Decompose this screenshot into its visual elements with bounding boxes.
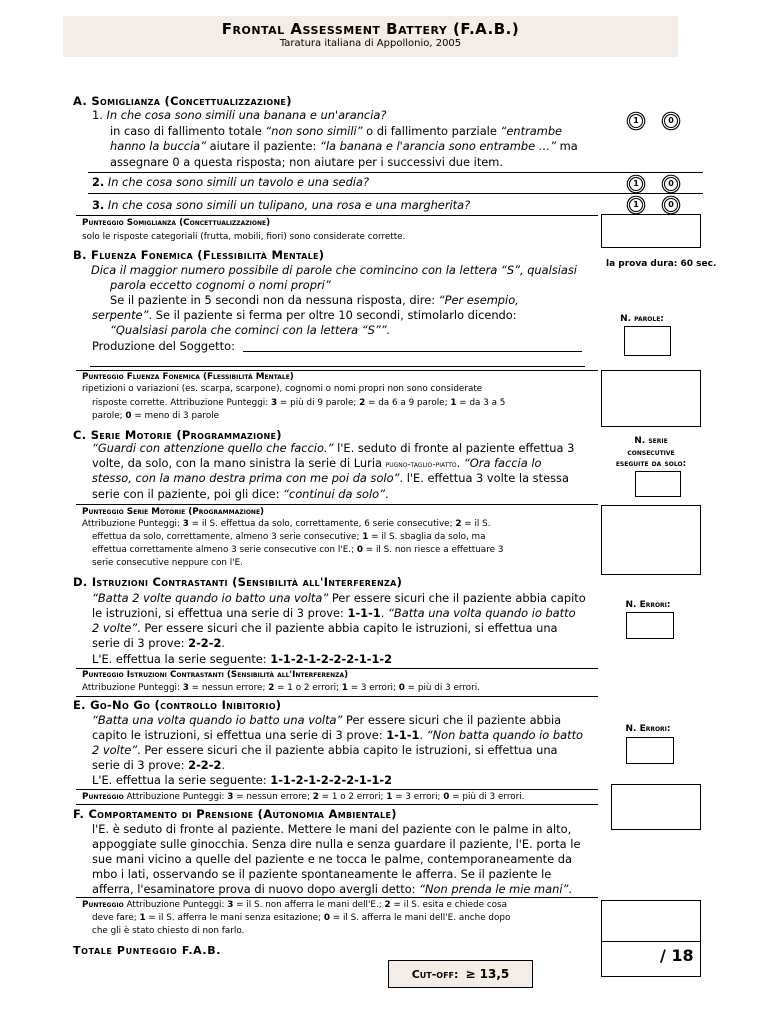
- c-score-l4: serie consecutive neppure con l'E.: [92, 558, 243, 568]
- section-b-heading: B. Fluenza Fonemica (Flessibilità Mentale): [73, 248, 325, 262]
- f-line3: sue mani vicino a quelle del paziente e ne tocca le palme, contemporaneamente da: [92, 852, 572, 866]
- c-score-num: 0: [356, 545, 363, 555]
- score-circle-0-icon[interactable]: 0: [664, 177, 678, 191]
- b-production-label: Produzione del Soggetto:: [92, 339, 235, 353]
- c-score-title: Punteggio Serie Motorie (Programmazione): [82, 507, 265, 517]
- c-series-box[interactable]: [635, 471, 681, 497]
- c-score-l3: [92, 545, 503, 557]
- b-score-title: Punteggio Fluenza Fonemica (Flessibilità Mentale): [82, 372, 294, 382]
- f-score-text: = il S. non afferra le mani dell'E.;: [233, 900, 385, 910]
- cutoff-value: ≥ 13,5: [465, 967, 510, 981]
- b-score-num: 3: [271, 398, 278, 408]
- c-text: .: [456, 456, 464, 470]
- d-text-italic: “Batta 2 volte quando io batto una volta”: [92, 591, 329, 605]
- a-item1-number: 1.: [92, 108, 103, 122]
- section-c-heading: C. Serie Motorie (Programmazione): [73, 428, 282, 442]
- b-text: Se il paziente in 5 secondi non da nessuna risposta, dire:: [110, 293, 439, 307]
- d-score-text: Attribuzione Punteggi:: [82, 683, 183, 693]
- e-score-num: 0: [443, 792, 450, 802]
- e-score-text: = più di 3 errori.: [449, 792, 525, 802]
- d-score-num: 1: [341, 683, 348, 693]
- b-score-l3: [92, 411, 219, 423]
- b-score-text: risposte corrette. Attribuzione Punteggi:: [92, 398, 272, 408]
- d-errori-label: N. Errori:: [625, 600, 671, 610]
- b-score-num: 0: [125, 411, 132, 421]
- c-text: volte, da solo, con la mano sinistra la serie di Luria: [92, 456, 386, 470]
- d-text: serie di 3 prove:: [92, 636, 189, 650]
- score-circle-0-icon[interactable]: 0: [664, 114, 678, 128]
- f-score-num: 3: [227, 900, 234, 910]
- c-line3: [92, 471, 569, 486]
- b-text-italic: serpente”: [92, 308, 149, 322]
- a-item1-question: In che cosa sono simili una banana e un'arancia?: [106, 108, 387, 122]
- c-side-line: eseguite da solo:: [615, 459, 687, 469]
- b-score-text: = da 3 a 5: [456, 398, 506, 408]
- score-circle-1-icon[interactable]: 1: [629, 177, 643, 191]
- d-text: .: [221, 636, 226, 650]
- a-item1-line4: assegnare 0 a questa risposta; non aiutare per i successivi due item.: [110, 155, 504, 169]
- a-item2: [92, 175, 369, 190]
- section-a-heading: A. Somiglianza (Concettualizzazione): [73, 94, 292, 108]
- c-side-label: [602, 436, 700, 471]
- d-line3: [92, 621, 558, 636]
- a-score-title: Punteggio Somiglianza (Concettualizzazione): [82, 218, 271, 228]
- e-text-italic: “Batta una volta quando io batto una volta”: [92, 713, 343, 727]
- e-text: Per essere sicuri che il paziente abbia: [342, 713, 562, 727]
- e-score-num: 2: [312, 792, 319, 802]
- f-score-num: 0: [323, 913, 330, 923]
- c-text: serie con il paziente, poi gli dice:: [92, 487, 284, 501]
- c-line1: [92, 441, 574, 456]
- page-title: Frontal Assessment Battery (F.A.B.): [221, 20, 520, 38]
- f-line5: [92, 882, 572, 897]
- b-parole-box[interactable]: [624, 326, 671, 356]
- e-line2: [92, 728, 583, 743]
- section-d-heading: D. Istruzioni Contrastanti (Sensibilità all'Interferenza): [73, 575, 403, 589]
- a-score-box[interactable]: [601, 214, 701, 248]
- b-score-box[interactable]: [601, 370, 701, 427]
- b-score-text: = meno di 3 parole: [131, 411, 220, 421]
- f-score-l2: [92, 913, 510, 925]
- e-score-text: = 3 errori;: [392, 792, 444, 802]
- b-line4: [92, 308, 517, 323]
- a-item2-question: In che cosa sono simili un tavolo e una sedia?: [107, 175, 369, 189]
- f-score-l3: che gli è stato chiesto di non farlo.: [92, 926, 245, 936]
- d-line5: [92, 652, 392, 667]
- d-errori-box[interactable]: [626, 612, 674, 639]
- a-score-text: solo le risposte categoriali (frutta, mobili, fiori) sono considerate corrette.: [82, 232, 406, 242]
- c-score-text: = il S. sbaglia da solo, ma: [368, 532, 486, 542]
- c-line4: [92, 487, 389, 502]
- c-score-num: 2: [455, 519, 462, 529]
- b-score-text: parole;: [92, 411, 126, 421]
- f-line4: mbo i lati, osservando se il paziente spontaneamente le afferra. Se il paziente le: [92, 867, 552, 881]
- a-item2-number: 2.: [92, 175, 105, 189]
- c-text-italic: stesso, con la mano destra prima con me poi da solo”: [92, 471, 400, 485]
- b-score-text: = da 6 a 9 parole;: [365, 398, 451, 408]
- f-score-text: Attribuzione Punteggi:: [123, 900, 228, 910]
- a-text-italic: “non sono simili”: [265, 124, 363, 138]
- a-text: in caso di fallimento totale: [110, 124, 266, 138]
- d-text: . Per essere sicuri che il paziente abbia capito le istruzioni, si effettua una: [137, 621, 558, 635]
- f-score-text: = il S. afferra le mani senza esitazione;: [145, 913, 324, 923]
- b-line2: parola eccetto cognomi o nomi propri”: [110, 278, 331, 292]
- d-line2: [92, 606, 576, 621]
- b-production-field-2[interactable]: [90, 366, 585, 367]
- d-sequence: 1-1-1: [347, 606, 381, 620]
- c-text: .: [385, 487, 389, 501]
- d-score-text: = 1 o 2 errori;: [274, 683, 342, 693]
- divider: [76, 897, 598, 898]
- cutoff-box: [388, 960, 533, 988]
- b-duration-note: la prova dura: 60 sec.: [606, 259, 717, 269]
- c-text-italic: “Ora faccia lo: [463, 456, 542, 470]
- d-text: .: [380, 606, 389, 620]
- d-text: Per essere sicuri che il paziente abbia capito: [328, 591, 586, 605]
- f-score-text: = il S. afferra le mani dell'E. anche dopo: [329, 913, 511, 923]
- c-text-italic: “Guardi con attenzione quello che faccio.”: [92, 441, 334, 455]
- a-item1-line3: [110, 139, 578, 154]
- e-score-text: Attribuzione Punteggi:: [123, 792, 228, 802]
- a-text-italic: “la banana e l'arancia sono entrambe …”: [319, 139, 557, 153]
- e-errori-box[interactable]: [626, 737, 674, 764]
- b-parole-label: N. parole:: [620, 314, 664, 324]
- f-line2: appoggiate sulle ginocchia. Senza dire nulla e senza guardare il paziente, l'E. porta le: [92, 837, 581, 851]
- e-text-italic: “Non batta quando io batto: [426, 728, 584, 742]
- page-subtitle: Taratura italiana di Appollonio, 2005: [279, 38, 462, 49]
- b-line1: Dica il maggior numero possibile di parole che comincino con la lettera “S”, qualsiasi: [91, 263, 577, 277]
- total-max: / 18: [660, 946, 694, 965]
- divider: [76, 789, 598, 790]
- cutoff-label: Cut-off:: [411, 967, 459, 981]
- b-score-num: 2: [359, 398, 366, 408]
- divider: [88, 193, 703, 194]
- b-text: . Se il paziente si ferma per oltre 10 secondi, stimolarlo dicendo:: [148, 308, 517, 322]
- a-text: ma: [556, 139, 578, 153]
- a-text: aiutare il paziente:: [206, 139, 320, 153]
- c-text-italic: “continui da solo”: [283, 487, 386, 501]
- c-score-text: effettua da solo, correttamente, almeno 3 serie consecutive;: [92, 532, 363, 542]
- e-line3: [92, 743, 558, 758]
- b-line5: “Qualsiasi parola che cominci con la lettera “S””.: [110, 323, 391, 337]
- a-text-italic: hanno la buccia”: [110, 139, 207, 153]
- d-sequence: 2-2-2: [188, 636, 222, 650]
- c-score-l1: [82, 519, 491, 531]
- c-text: l'E. seduto di fronte al paziente effettua 3: [333, 441, 575, 455]
- e-sequence: 1-1-2-1-2-2-2-1-1-2: [270, 773, 393, 787]
- e-line4: [92, 758, 225, 773]
- d-text: L'E. effettua la serie seguente:: [92, 652, 271, 666]
- d-sequence: 1-1-2-1-2-2-2-1-1-2: [270, 652, 393, 666]
- a-item1-line2: [110, 124, 562, 139]
- divider: [76, 370, 598, 371]
- score-circle-1-icon[interactable]: 1: [629, 114, 643, 128]
- c-score-box[interactable]: [601, 505, 701, 575]
- f-text: afferra, l'esaminatore prova di nuovo dopo avergli detto:: [92, 882, 420, 896]
- d-score-title: Punteggio Istruzioni Contrastanti (Sensibilità all'Interferenza): [82, 670, 349, 680]
- b-text-italic: “Per esempio,: [438, 293, 519, 307]
- e-score-line: [82, 792, 525, 804]
- c-luria-series: pugno-taglio-piatto: [385, 460, 457, 470]
- f-score-num: 2: [384, 900, 391, 910]
- f-line1: l'E. è seduto di fronte al paziente. Mettere le mani del paziente con le palme in alto,: [92, 822, 572, 836]
- f-text: .: [568, 882, 573, 896]
- c-score-text: = il S. non riesce a effettuare 3: [363, 545, 504, 555]
- f-score-num: 1: [139, 913, 146, 923]
- a-text: o di fallimento parziale: [362, 124, 501, 138]
- e-line5: [92, 773, 392, 788]
- e-text: serie di 3 prove:: [92, 758, 189, 772]
- e-text-italic: 2 volte”: [92, 743, 138, 757]
- score-circle-0-icon[interactable]: 0: [664, 198, 678, 212]
- b-score-text: = più di 9 parole;: [277, 398, 360, 408]
- c-score-num: 1: [362, 532, 369, 542]
- d-score-num: 0: [398, 683, 405, 693]
- d-score-num: 2: [268, 683, 275, 693]
- e-text: .: [221, 758, 226, 772]
- divider: [88, 172, 703, 173]
- e-score-text: = nessun errore;: [233, 792, 313, 802]
- e-text: .: [419, 728, 427, 742]
- d-score-num: 3: [182, 683, 189, 693]
- e-text: . Per essere sicuri che il paziente abbia capito le istruzioni, si effettua una: [137, 743, 558, 757]
- d-score-text: = 3 errori;: [347, 683, 399, 693]
- c-score-l2: [92, 532, 486, 544]
- divider: [76, 696, 598, 697]
- a-text-italic: “entrambe: [500, 124, 563, 138]
- total-label: Totale Punteggio F.A.B.: [73, 944, 221, 957]
- d-line4: [92, 636, 225, 651]
- f-score-text: deve fare;: [92, 913, 140, 923]
- score-circle-1-icon[interactable]: 1: [629, 198, 643, 212]
- f-score-text: = il S. esita e chiede cosa: [390, 900, 508, 910]
- b-score-num: 1: [450, 398, 457, 408]
- c-side-line: N. serie: [634, 436, 668, 446]
- f-score-title: Punteggio: [82, 900, 124, 910]
- d-score-l1: [82, 683, 480, 695]
- e-errori-label: N. Errori:: [625, 724, 671, 734]
- a-item3: [92, 198, 470, 213]
- e-text: capito le istruzioni, si effettua una serie di 3 prove:: [92, 728, 387, 742]
- b-score-l1: ripetizioni o variazioni (es. scarpa, scarpone), cognomi o nomi propri non sono considerate: [82, 384, 483, 394]
- de-score-box[interactable]: [611, 784, 701, 830]
- divider: [76, 668, 598, 669]
- f-score-l1: [82, 900, 507, 912]
- d-line1: [92, 591, 586, 606]
- divider: [76, 215, 598, 216]
- f-score-box[interactable]: [601, 900, 701, 942]
- section-e-heading: E. Go-No Go (controllo Inibitorio): [73, 698, 282, 712]
- e-score-title: Punteggio: [82, 792, 124, 802]
- b-line3: [110, 293, 519, 308]
- section-f-heading: F. Comportamento di Prensione (Autonomia Ambientale): [73, 807, 397, 821]
- f-text-italic: “Non prenda le mie mani”: [419, 882, 569, 896]
- a-item3-question: In che cosa sono simili un tulipano, una rosa e una margherita?: [107, 198, 471, 212]
- d-text: le istruzioni, si effettua una serie di 3 prove:: [92, 606, 348, 620]
- a-item1-line1: [92, 108, 386, 123]
- e-score-num: 1: [386, 792, 393, 802]
- c-side-line: consecutive: [627, 447, 675, 458]
- a-item3-number: 3.: [92, 198, 105, 212]
- c-score-text: Attribuzione Punteggi:: [82, 519, 183, 529]
- e-score-num: 3: [227, 792, 234, 802]
- e-sequence: 2-2-2: [188, 758, 222, 772]
- e-line1: [92, 713, 561, 728]
- divider: [76, 504, 598, 505]
- b-production-field[interactable]: [243, 351, 582, 352]
- d-text-italic: “Batta una volta quando io batto: [388, 606, 576, 620]
- d-text-italic: 2 volte”: [92, 621, 138, 635]
- c-score-text: = il S.: [461, 519, 491, 529]
- divider: [76, 804, 598, 805]
- d-score-text: = nessun errore;: [188, 683, 269, 693]
- c-text: . l'E. effettua 3 volte la stessa: [399, 471, 569, 485]
- b-score-l2: [92, 398, 505, 410]
- c-score-num: 3: [182, 519, 189, 529]
- c-score-text: effettua correttamente almeno 3 serie consecutive con l'E.;: [92, 545, 357, 555]
- e-text: L'E. effettua la serie seguente:: [92, 773, 271, 787]
- e-score-text: = 1 o 2 errori;: [318, 792, 387, 802]
- c-score-text: = il S. effettua da solo, correttamente, 6 serie consecutive;: [188, 519, 456, 529]
- d-score-text: = più di 3 errori.: [404, 683, 481, 693]
- e-sequence: 1-1-1: [386, 728, 420, 742]
